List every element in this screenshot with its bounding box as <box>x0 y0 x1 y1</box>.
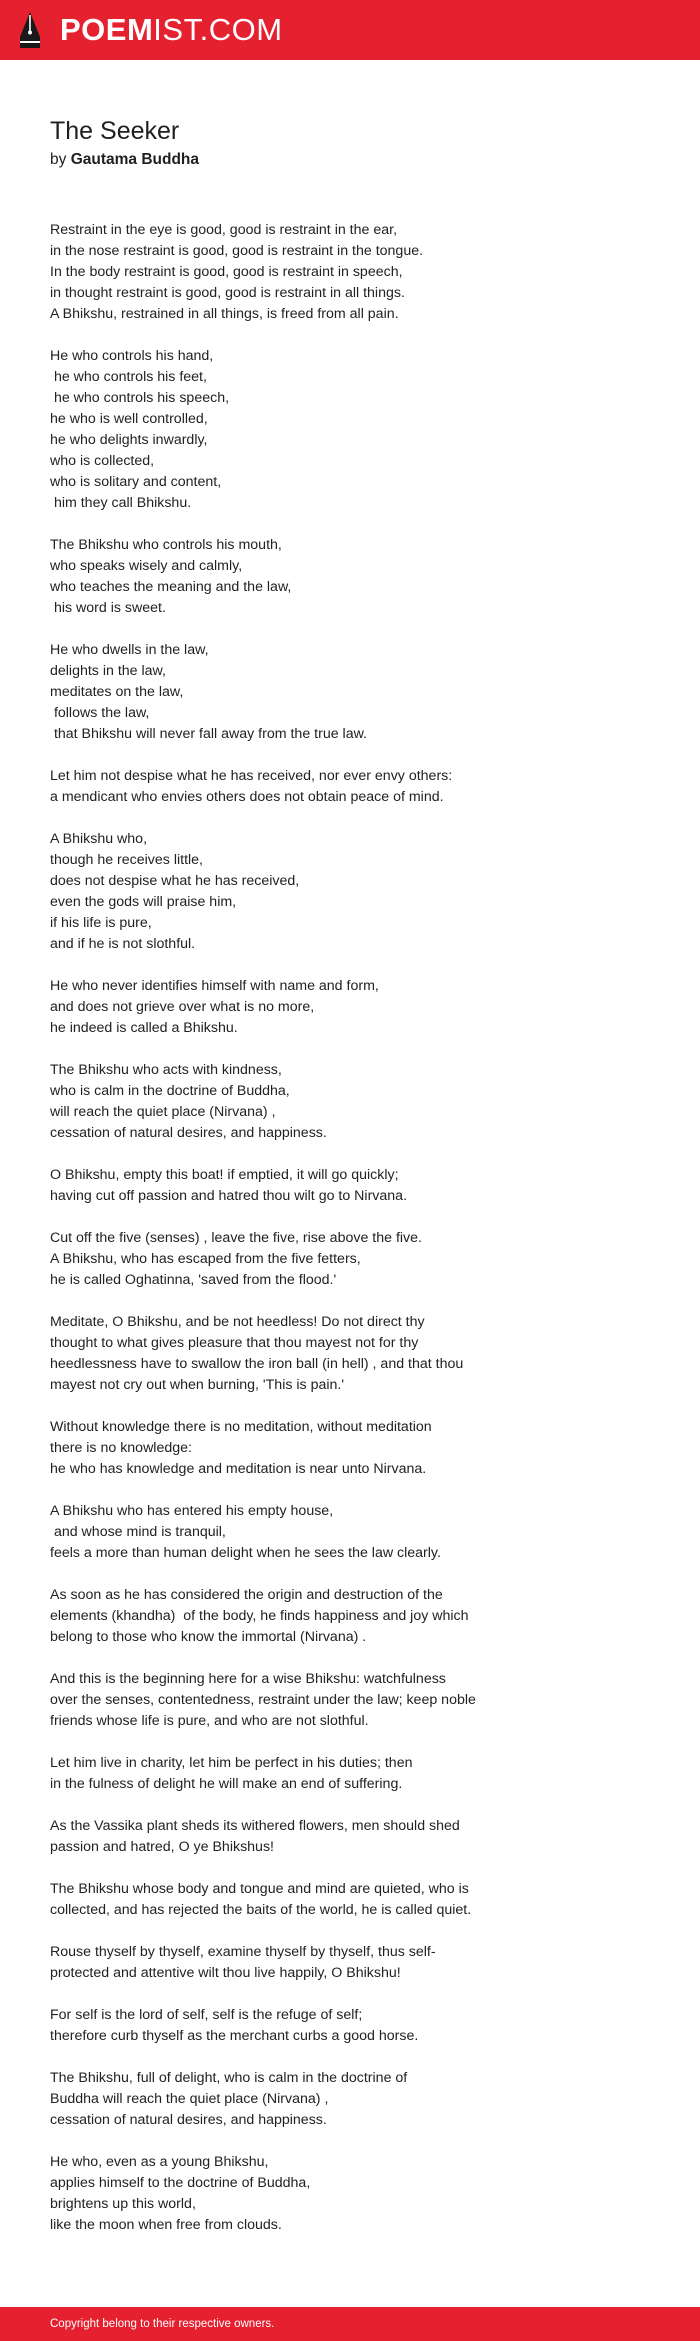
poem-line: like the moon when free from clouds. <box>50 2217 282 2233</box>
poem-line: feels a more than human delight when he sees the law clearly. <box>50 1545 441 1561</box>
poem-stanza <box>50 1669 650 1732</box>
poem-stanza <box>50 766 650 808</box>
poem-line: who is collected, <box>50 453 155 469</box>
poem-line: Without knowledge there is no meditation, without meditation <box>50 1419 432 1435</box>
poem-line: a mendicant who envies others does not obtain peace of mind. <box>50 789 444 805</box>
poem-line: heedlessness have to swallow the iron ball (in hell) , and that thou <box>50 1356 464 1372</box>
poem-line: in the fulness of delight he will make an end of suffering. <box>50 1776 403 1792</box>
poem-line: if his life is pure, <box>50 915 152 931</box>
poem-line: in thought restraint is good, good is restraint in all things. <box>50 285 405 301</box>
poem-line: meditates on the law, <box>50 684 184 700</box>
logo-text-bold: POEM <box>60 12 154 47</box>
poem-line: follows the law, <box>50 705 150 721</box>
site-logo[interactable] <box>60 10 283 50</box>
poem-line: Let him live in charity, let him be perfect in his duties; then <box>50 1755 413 1771</box>
pen-nib-icon <box>18 11 42 49</box>
poem-line: and if he is not slothful. <box>50 936 196 952</box>
poem-line: he who controls his feet, <box>50 369 207 385</box>
poem-line: belong to those who know the immortal (Nirvana) . <box>50 1629 367 1645</box>
poem-line: who speaks wisely and calmly, <box>50 558 243 574</box>
poem-line: Restraint in the eye is good, good is restraint in the ear, <box>50 222 398 238</box>
poem-line: who teaches the meaning and the law, <box>50 579 292 595</box>
poem-line: having cut off passion and hatred thou wilt go to Nirvana. <box>50 1188 408 1204</box>
poem-line: He who, even as a young Bhikshu, <box>50 2154 269 2170</box>
poem-line: he who is well controlled, <box>50 411 208 427</box>
poem-line: and whose mind is tranquil, <box>50 1524 226 1540</box>
poem-line: friends whose life is pure, and who are not slothful. <box>50 1713 369 1729</box>
poem-stanza <box>50 1753 650 1795</box>
poem-stanza <box>50 1417 650 1480</box>
copyright-text: Copyright belong to their respective owners. <box>50 2318 275 2330</box>
poem-line: he who has knowledge and meditation is near unto Nirvana. <box>50 1461 427 1477</box>
poem-body <box>50 220 650 2257</box>
poem-line: delights in the law, <box>50 663 166 679</box>
poem-title: The Seeker <box>50 117 180 145</box>
poem-stanza <box>50 1060 650 1144</box>
by-label: by <box>50 151 67 168</box>
poem-line: though he receives little, <box>50 852 204 868</box>
poem-line: him they call Bhikshu. <box>50 495 192 511</box>
poem-line: he who delights inwardly, <box>50 432 208 448</box>
poem-line: elements (khandha) of the body, he finds happiness and joy which <box>50 1608 469 1624</box>
poem-stanza <box>50 1165 650 1207</box>
poem-stanza <box>50 535 650 619</box>
poem-line: The Bhikshu who acts with kindness, <box>50 1062 282 1078</box>
poem-line: will reach the quiet place (Nirvana) , <box>50 1104 276 1120</box>
poem-line: applies himself to the doctrine of Buddha, <box>50 2175 311 2191</box>
poem-line: The Bhikshu, full of delight, who is calm in the doctrine of <box>50 2070 408 2086</box>
poem-line: cessation of natural desires, and happiness. <box>50 2112 327 2128</box>
poem-stanza <box>50 829 650 955</box>
poem-stanza <box>50 2152 650 2236</box>
poem-line: collected, and has rejected the baits of the world, he is called quiet. <box>50 1902 472 1918</box>
poem-line: he indeed is called a Bhikshu. <box>50 1020 238 1036</box>
poem-stanza <box>50 1879 650 1921</box>
poem-line: Let him not despise what he has received, nor ever envy others: <box>50 768 453 784</box>
poem-line: O Bhikshu, empty this boat! if emptied, it will go quickly; <box>50 1167 399 1183</box>
poem-line: A Bhikshu who, <box>50 831 148 847</box>
poem-line: Meditate, O Bhikshu, and be not heedless! Do not direct thy <box>50 1314 425 1330</box>
poem-stanza <box>50 976 650 1039</box>
poem-line: In the body restraint is good, good is restraint in speech, <box>50 264 403 280</box>
poem-line: As the Vassika plant sheds its withered flowers, men should shed <box>50 1818 460 1834</box>
poem-line: therefore curb thyself as the merchant curbs a good horse. <box>50 2028 419 2044</box>
poem-line: who is calm in the doctrine of Buddha, <box>50 1083 290 1099</box>
poem-line: He who dwells in the law, <box>50 642 209 658</box>
poem-line: and does not grieve over what is no more, <box>50 999 315 1015</box>
poem-line: He who controls his hand, <box>50 348 214 364</box>
poem-line: A Bhikshu, who has escaped from the five fetters, <box>50 1251 361 1267</box>
poem-line: passion and hatred, O ye Bhikshus! <box>50 1839 274 1855</box>
poem-stanza <box>50 2005 650 2047</box>
poem-stanza <box>50 1816 650 1858</box>
poem-stanza <box>50 1942 650 1984</box>
poem-line: brightens up this world, <box>50 2196 196 2212</box>
poem-line: who is solitary and content, <box>50 474 222 490</box>
site-footer <box>0 2307 700 2341</box>
poem-stanza <box>50 220 650 325</box>
poem-line: Rouse thyself by thyself, examine thyself by thyself, thus self- <box>50 1944 436 1960</box>
poem-line: The Bhikshu who controls his mouth, <box>50 537 282 553</box>
poem-line: there is no knowledge: <box>50 1440 192 1456</box>
poem-line: Cut off the five (senses) , leave the five, rise above the five. <box>50 1230 422 1246</box>
poem-line: mayest not cry out when burning, 'This is pain.' <box>50 1377 345 1393</box>
poem-line: protected and attentive wilt thou live happily, O Bhikshu! <box>50 1965 401 1981</box>
poem-line: A Bhikshu, restrained in all things, is freed from all pain. <box>50 306 399 322</box>
poem-stanza <box>50 640 650 745</box>
poem-stanza <box>50 1585 650 1648</box>
poem-line: cessation of natural desires, and happiness. <box>50 1125 327 1141</box>
poem-line: he is called Oghatinna, 'saved from the flood.' <box>50 1272 337 1288</box>
poem-stanza <box>50 1228 650 1291</box>
poem-line: And this is the beginning here for a wise Bhikshu: watchfulness <box>50 1671 446 1687</box>
poem-line: he who controls his speech, <box>50 390 230 406</box>
poem-stanza <box>50 1501 650 1564</box>
logo-text-light: IST.COM <box>153 12 283 47</box>
poem-stanza <box>50 2068 650 2131</box>
poem-line: even the gods will praise him, <box>50 894 237 910</box>
poem-stanza <box>50 1312 650 1396</box>
poem-line: The Bhikshu whose body and tongue and mind are quieted, who is <box>50 1881 469 1897</box>
poem-stanza <box>50 346 650 514</box>
poem-line: over the senses, contentedness, restraint under the law; keep noble <box>50 1692 476 1708</box>
poem-line: For self is the lord of self, self is the refuge of self; <box>50 2007 363 2023</box>
poem-line: thought to what gives pleasure that thou mayest not for thy <box>50 1335 419 1351</box>
poem-line: in the nose restraint is good, good is restraint in the tongue. <box>50 243 424 259</box>
author-name: Gautama Buddha <box>70 151 200 168</box>
poem-line: his word is sweet. <box>50 600 166 616</box>
poem-line: does not despise what he has received, <box>50 873 300 889</box>
poem-line: A Bhikshu who has entered his empty house, <box>50 1503 334 1519</box>
poem-line: He who never identifies himself with name and form, <box>50 978 379 994</box>
poem-line: As soon as he has considered the origin and destruction of the <box>50 1587 443 1603</box>
poem-line: that Bhikshu will never fall away from the true law. <box>50 726 367 742</box>
poem-line: Buddha will reach the quiet place (Nirvana) , <box>50 2091 329 2107</box>
site-header <box>0 0 700 60</box>
poem-header <box>50 114 650 172</box>
poem-byline <box>50 148 650 172</box>
